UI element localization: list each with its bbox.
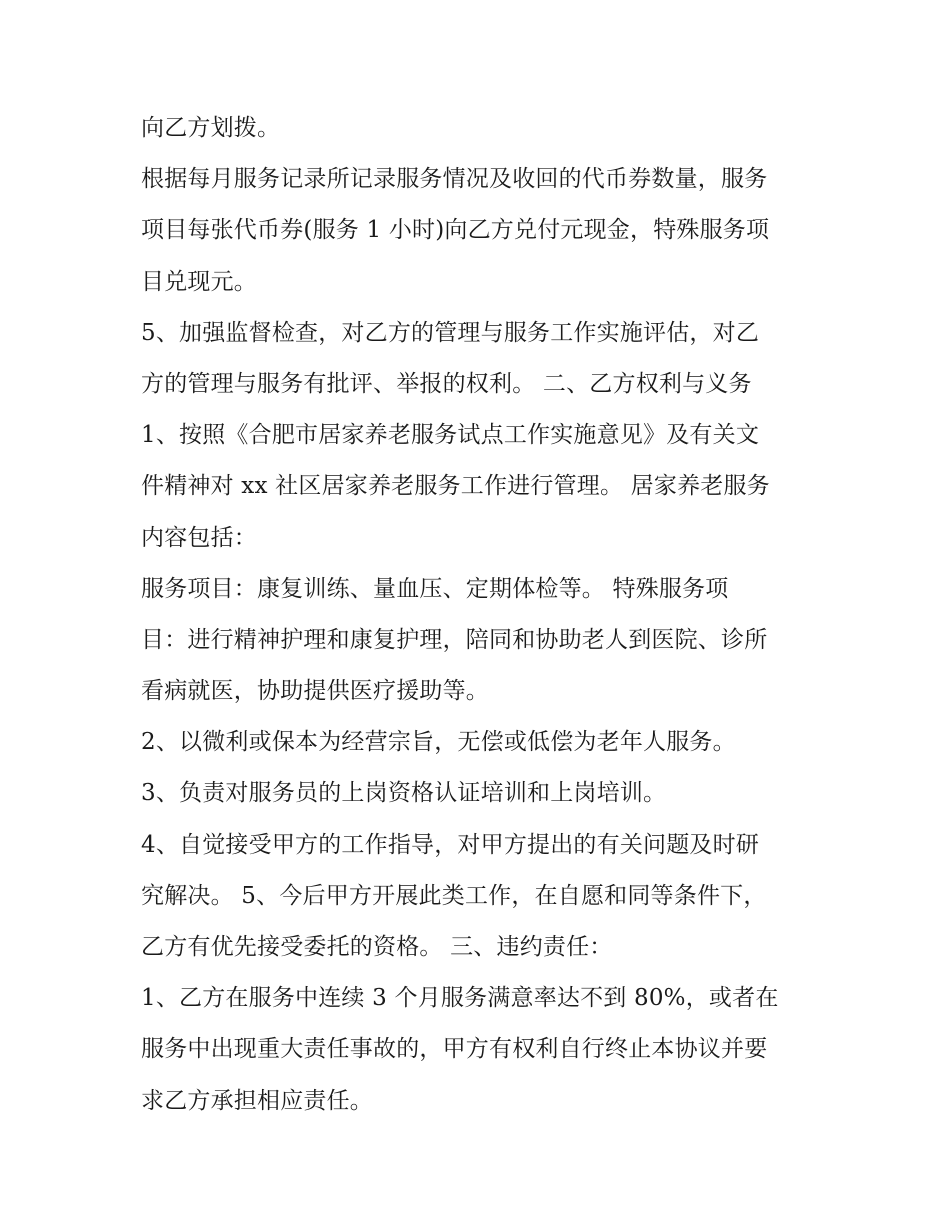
text-line: 目兑现元。 xyxy=(141,268,257,295)
text-line: 3、负责对服务员的上岗资格认证培训和上岗培训。 xyxy=(141,780,667,807)
text-line: 求乙方承担相应责任。 xyxy=(141,1087,373,1114)
text-line: 向乙方划拨。 xyxy=(141,115,281,141)
text-line: 1、按照《合肥市居家养老服务试点工作实施意见》及有关文 xyxy=(141,422,760,449)
text-line: 究解决。 5、今后甲方开展此类工作，在自愿和同等条件下， xyxy=(141,882,767,909)
text-line: 根据每月服务记录所记录服务情况及收回的代币券数量，服务 xyxy=(141,166,768,193)
text-line: 服务项目：康复训练、量血压、定期体检等。 特殊服务项 xyxy=(141,575,729,602)
text-line: 项目每张代币券(服务 1 小时)向乙方兑付元现金，特殊服务项 xyxy=(141,217,770,244)
text-line: 乙方有优先接受委托的资格。 三、违约责任： xyxy=(141,934,613,960)
text-line: 方的管理与服务有批评、举报的权利。 二、乙方权利与义务 xyxy=(141,370,752,397)
text-line: 1、乙方在服务中连续 3 个月服务满意率达不到 80%，或者在 xyxy=(141,985,779,1012)
text-line: 4、自觉接受甲方的工作指导，对甲方提出的有关问题及时研 xyxy=(141,831,760,858)
document-body xyxy=(141,103,831,1127)
text-line: 服务中出现重大责任事故的，甲方有权利自行终止本协议并要 xyxy=(141,1036,768,1063)
text-line: 内容包括： xyxy=(141,524,257,551)
text-line: 目：进行精神护理和康复护理，陪同和协助老人到医院、诊所 xyxy=(141,626,768,653)
text-line: 2、以微利或保本为经营宗旨，无偿或低偿为老年人服务。 xyxy=(141,729,736,756)
text-line: 看病就医，协助提供医疗援助等。 xyxy=(141,678,489,705)
text-line: 5、加强监督检查，对乙方的管理与服务工作实施评估，对乙 xyxy=(141,319,760,346)
text-line: 件精神对 xx 社区居家养老服务工作进行管理。 居家养老服务 xyxy=(141,473,770,500)
